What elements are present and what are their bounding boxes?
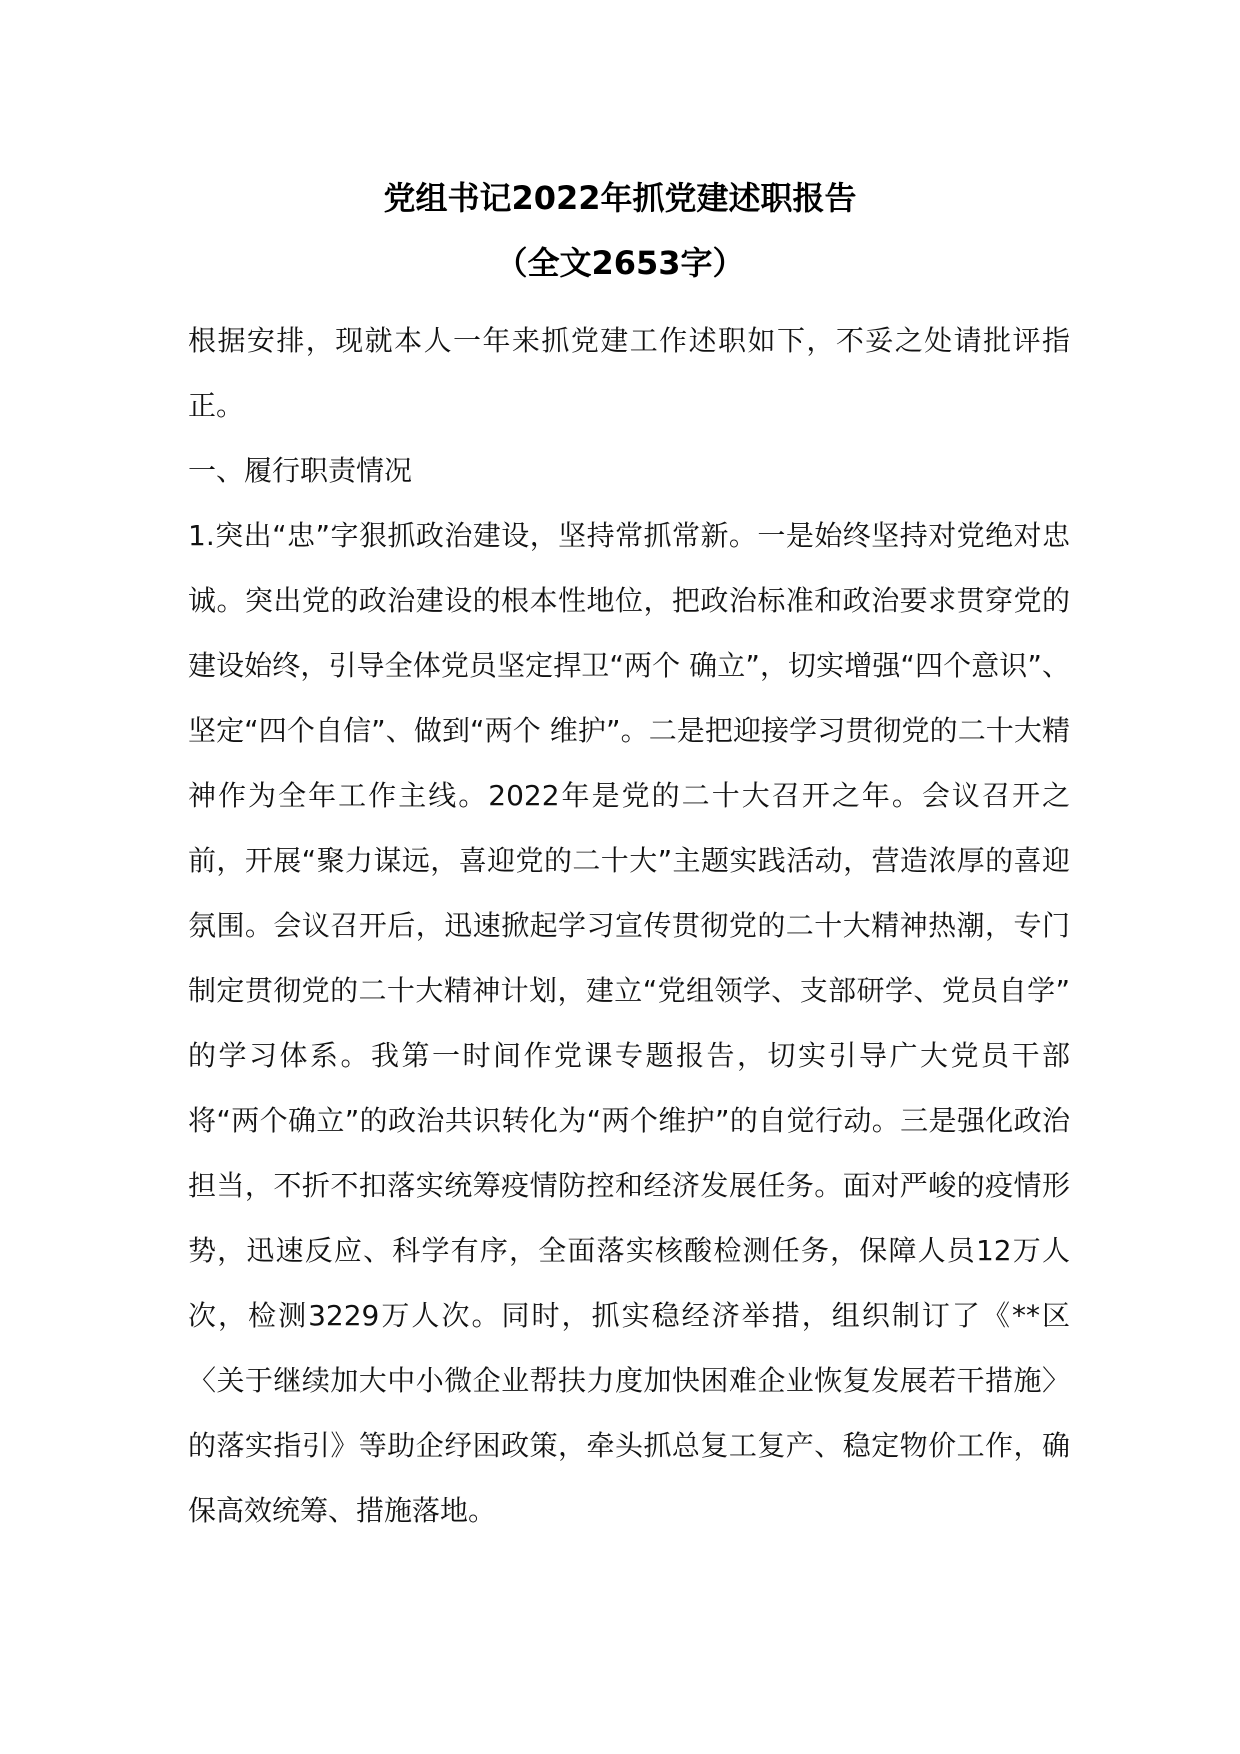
document-title: 党组书记2022年抓党建述职报告 <box>383 179 857 217</box>
body-paragraph: 1.突出“忠”字狠抓政治建设，坚持常抓常新。一是始终坚持对党绝对忠诚。突出党的政治建设的根本性地位，把政治标准和政治要求贯穿党的建设始终，引导全体党员坚定捍卫“两个 确立”，切实增强“四个意识”、坚定“四个自信”、做到“两个 维护”。二是把迎接学习贯彻党的二十大精神作为全年工作主线。2022年是党的二十大召开之年。会议召开之前，开展“聚力谋远，喜迎党的二十大”主题实践活动，营造浓厚的喜迎氛围。会议召开后，迅速掀起学习宣传贯彻党的二十大精神热潮，专门制定贯彻党的二十大精神计划，建立“党组领学、支部研学、党员自学” 的学习体系。我第一时间作党课专题报告，切实引导广大党员干部将“两个确立”的政治共识转化为“两个维护”的自觉行动。三是强化政治担当，不折不扣落实统筹疫情防控和经济发展任务。面对严峻的疫情形势，迅速反应、科学有序，全面落实核酸检测任务，保障人员12万人次，检测3229万人次。同时，抓实稳经济举措，组织制订了《**区〈关于继续加大中小微企业帮扶力度加快困难企业恢复发展若干措施〉的落实指引》等助企纾困政策，牵头抓总复工复产、稳定物价工作，确保高效统筹、措施落地。 <box>188 519 1070 1527</box>
section-heading: 一、履行职责情况 <box>188 454 413 487</box>
document-body <box>188 308 1070 1543</box>
intro-paragraph: 根据安排，现就本人一年来抓党建工作述职如下，不妥之处请批评指正。 <box>188 324 1070 422</box>
document-subtitle: （全文2653字） <box>495 244 745 282</box>
